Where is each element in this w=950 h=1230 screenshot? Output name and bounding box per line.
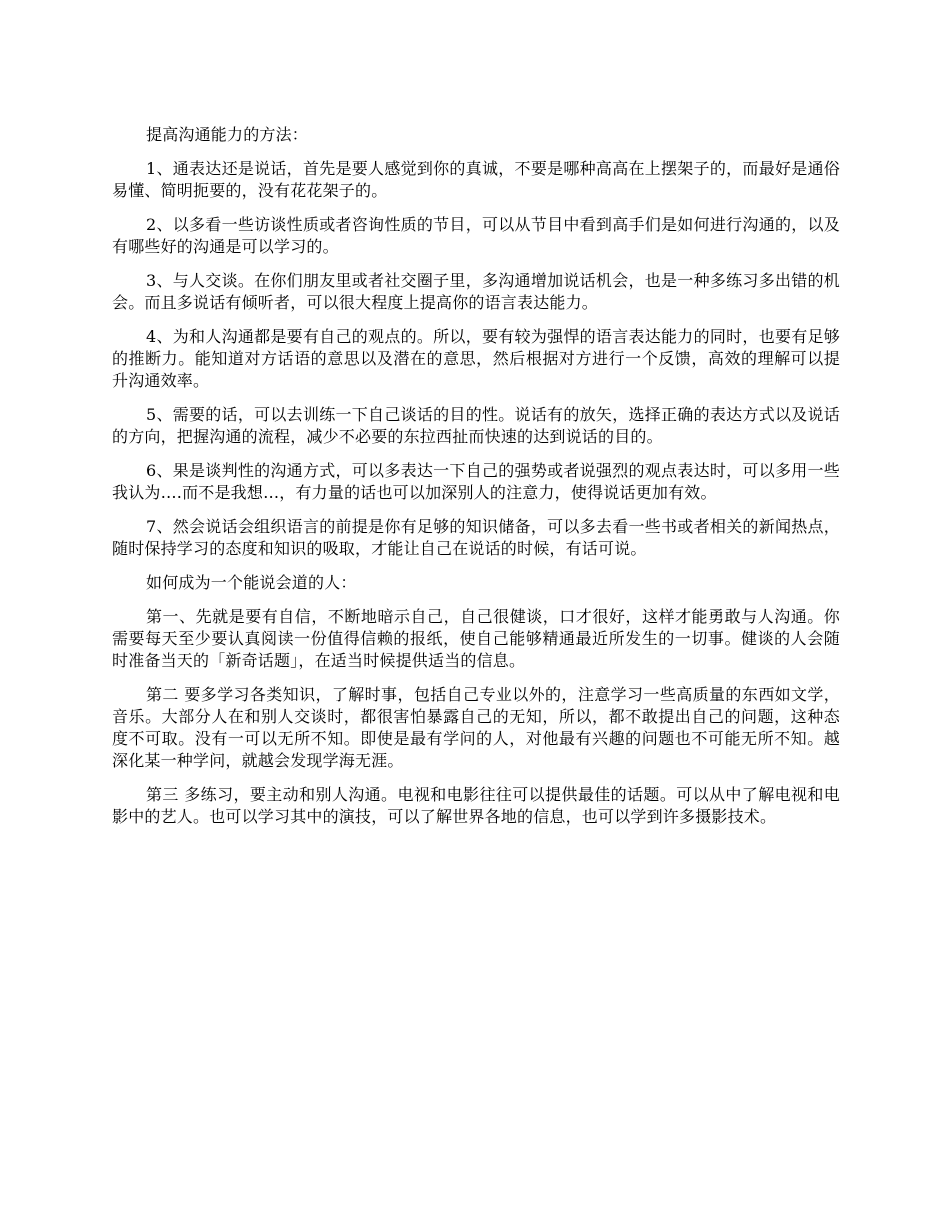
- heading-methods: 提高沟通能力的方法：: [146, 125, 309, 144]
- paragraph-method-3: 3、与人交谈。在你们朋友里或者社交圈子里，多沟通增加说话机会，也是一种多练习多出错的机会。而且多说话有倾听者，可以很大程度上提高你的语言表达能力。: [112, 271, 840, 312]
- paragraph-method-6: 6、果是谈判性的沟通方式，可以多表达一下自己的强势或者说强烈的观点表达时，可以多用一些我认为….而不是我想…，有力量的话也可以加深别人的注意力，使得说话更加有效。: [112, 461, 840, 502]
- heading-eloquent: 如何成为一个能说会道的人：: [146, 573, 357, 592]
- paragraph-second: 第二 要多学习各类知识，了解时事，包括自己专业以外的，注意学习一些高质量的东西如文学，音乐。大部分人在和别人交谈时，都很害怕暴露自己的无知，所以，都不敢提出自己的问题，这种态度不可取。没有一可以无所不知。即使是最有学问的人，对他最有兴趣的问题也不可能无所不知。越深化某一种学问，就越会发现学海无涯。: [112, 685, 840, 770]
- paragraph-method-4: 4、为和人沟通都是要有自己的观点的。所以，要有较为强悍的语言表达能力的同时，也要有足够的推断力。能知道对方话语的意思以及潜在的意思，然后根据对方进行一个反馈，高效的理解可以提升沟通效率。: [112, 327, 840, 390]
- paragraph-first: 第一、先就是要有自信，不断地暗示自己，自己很健谈，口才很好，这样才能勇敢与人沟通。你需要每天至少要认真阅读一份值得信赖的报纸，使自己能够精通最近所发生的一切事。健谈的人会随时准备当天的「新奇话题」，在适当时候提供适当的信息。: [112, 607, 840, 670]
- paragraph-method-2: 2、以多看一些访谈性质或者咨询性质的节目，可以从节目中看到高手们是如何进行沟通的，以及有哪些好的沟通是可以学习的。: [112, 215, 840, 256]
- paragraph-method-1: 1、通表达还是说话，首先是要人感觉到你的真诚，不要是哪种高高在上摆架子的，而最好是通俗易懂、简明扼要的，没有花花架子的。: [112, 159, 840, 200]
- paragraph-method-5: 5、需要的话，可以去训练一下自己谈话的目的性。说话有的放矢，选择正确的表达方式以及说话的方向，把握沟通的流程，减少不必要的东拉西扯而快速的达到说话的目的。: [112, 405, 840, 446]
- paragraph-third: 第三 多练习，要主动和别人沟通。电视和电影往往可以提供最佳的话题。可以从中了解电视和电影中的艺人。也可以学习其中的演技，可以了解世界各地的信息，也可以学到许多摄影技术。: [112, 785, 840, 826]
- paragraph-method-7: 7、然会说话会组织语言的前提是你有足够的知识储备，可以多去看一些书或者相关的新闻热点，随时保持学习的态度和知识的吸取，才能让自己在说话的时候，有话可说。: [112, 517, 840, 558]
- document-page: [112, 124, 840, 840]
